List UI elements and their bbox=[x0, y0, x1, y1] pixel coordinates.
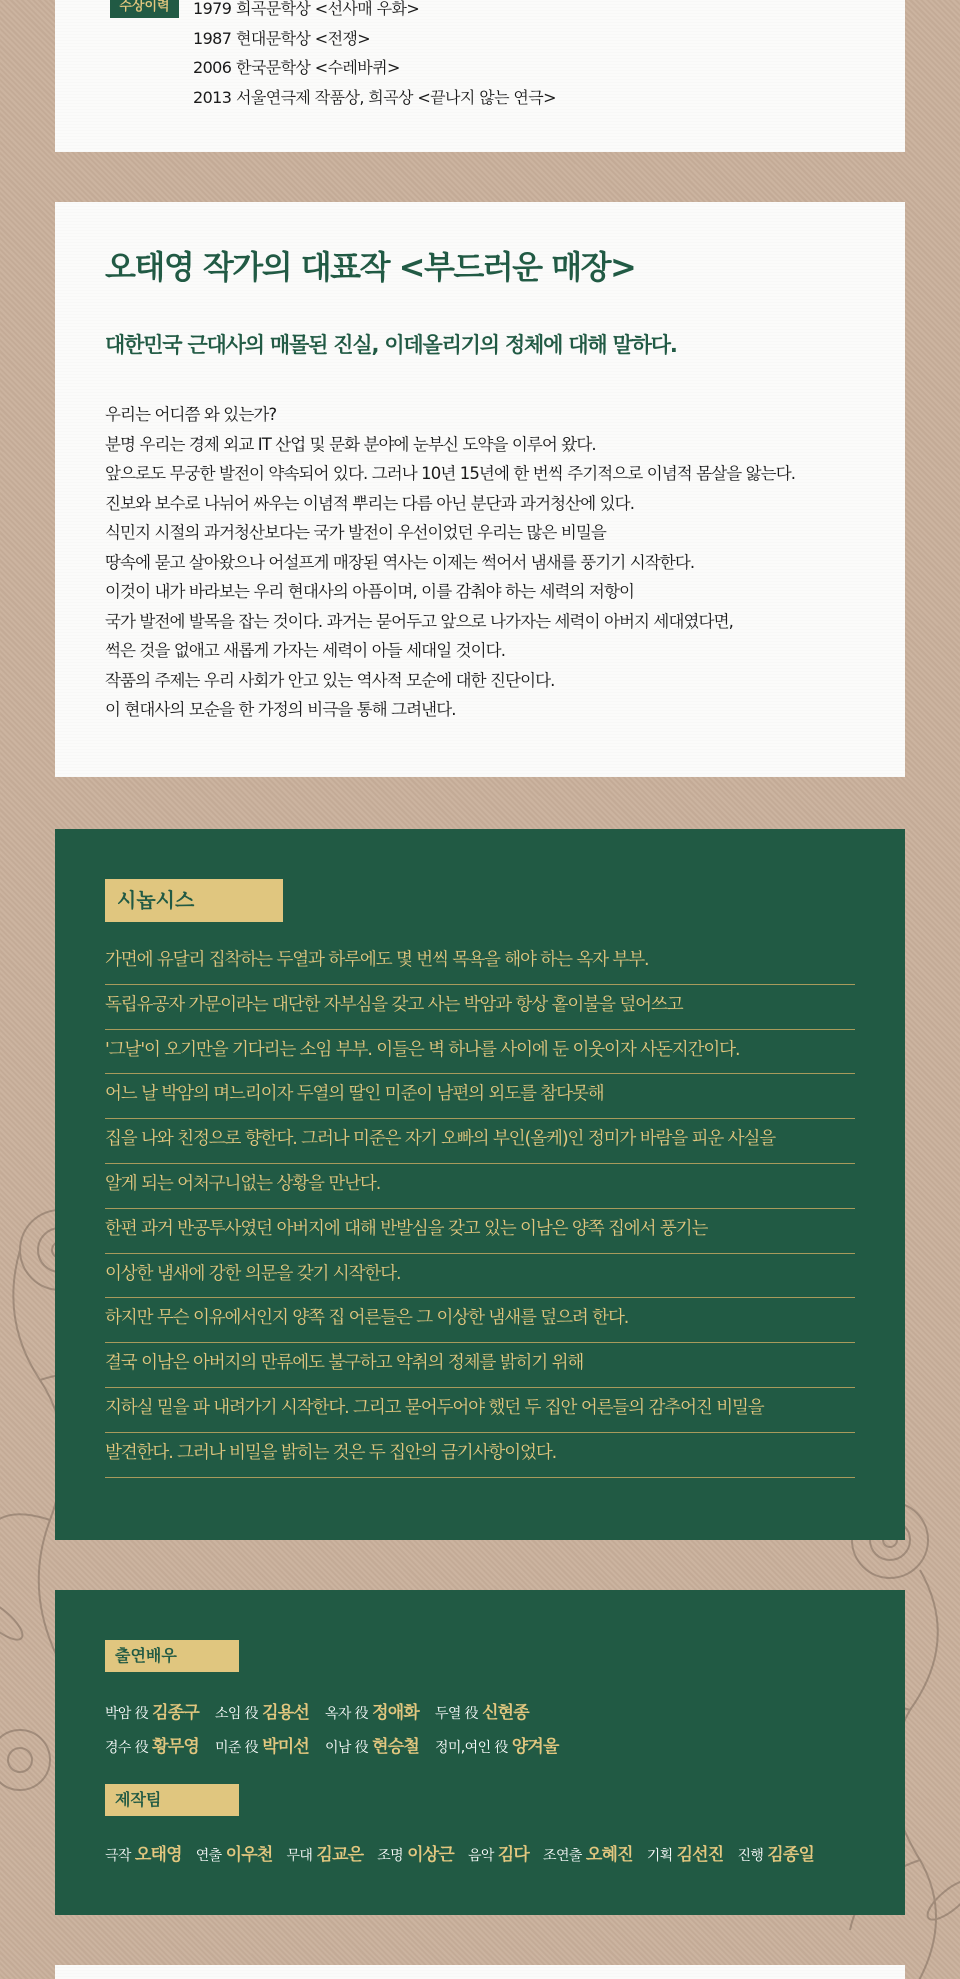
award-text: 현대문학상 <전쟁> bbox=[236, 28, 371, 48]
staff-credit bbox=[737, 1840, 814, 1865]
award-item bbox=[193, 0, 556, 24]
staff-credit bbox=[196, 1840, 273, 1865]
staff-role: 극작 bbox=[105, 1848, 131, 1864]
cast-role: 정미,여인 役 bbox=[434, 1740, 508, 1756]
cast-name: 박미선 bbox=[262, 1737, 309, 1757]
awards-badge: 수상이력 bbox=[110, 0, 179, 18]
cast-row bbox=[105, 1732, 575, 1757]
work-title: 오태영 작가의 대표작 <부드러운 매장> bbox=[105, 248, 636, 286]
staff-name: 김다 bbox=[497, 1845, 530, 1865]
synopsis-line: 알게 되는 어처구니없는 상황을 만난다. bbox=[105, 1164, 855, 1209]
staff-credit bbox=[377, 1840, 454, 1865]
cast-name: 정애화 bbox=[372, 1703, 419, 1723]
staff-name: 이우천 bbox=[225, 1845, 273, 1865]
cast-name: 김용선 bbox=[262, 1703, 309, 1723]
cast-name: 신현종 bbox=[482, 1703, 529, 1723]
synopsis-line: '그날'이 오기만을 기다리는 소임 부부. 이들은 벽 하나를 사이에 둔 이웃이자 사돈지간이다. bbox=[105, 1030, 855, 1075]
staff-name: 김교은 bbox=[316, 1845, 364, 1865]
cast-label: 출연배우 bbox=[105, 1640, 239, 1672]
award-text: 희곡문학상 <선사매 우화> bbox=[236, 0, 420, 18]
award-item bbox=[193, 53, 556, 83]
synopsis-panel bbox=[55, 829, 905, 1540]
award-item bbox=[193, 24, 556, 54]
work-line: 진보와 보수로 나뉘어 싸우는 이념적 뿌리는 다름 아닌 분단과 과거청산에 있다. bbox=[105, 493, 635, 513]
synopsis-line: 결국 이남은 아버지의 만류에도 불구하고 악취의 정체를 밝히기 위해 bbox=[105, 1343, 855, 1388]
work-line: 작품의 주제는 우리 사회가 안고 있는 역사적 모순에 대한 진단이다. bbox=[105, 670, 555, 690]
cast-name: 황무영 bbox=[152, 1737, 199, 1757]
staff-credit bbox=[105, 1840, 182, 1865]
staff-credit bbox=[286, 1840, 363, 1865]
work-line: 앞으로도 무궁한 발전이 약속되어 있다. 그러나 10년 15년에 한 번씩 주기적으로 이념적 몸살을 앓는다. bbox=[105, 464, 796, 483]
award-year: 1979 bbox=[193, 0, 232, 18]
cast-role: 두열 役 bbox=[434, 1706, 479, 1722]
staff-credit bbox=[647, 1840, 724, 1865]
synopsis-line: 집을 나와 친정으로 향한다. 그러나 미준은 자기 오빠의 부인(올케)인 정미가 바람을 피운 사실을 bbox=[105, 1119, 855, 1164]
staff-role: 무대 bbox=[286, 1848, 313, 1864]
staff-name: 김종일 bbox=[767, 1845, 815, 1865]
staff-name: 김선진 bbox=[676, 1845, 724, 1865]
award-text: 서울연극제 작품상, 희곡상 <끝나지 않는 연극> bbox=[236, 87, 556, 107]
synopsis-line: 발견한다. 그러나 비밀을 밝히는 것은 두 집안의 금기사항이었다. bbox=[105, 1433, 855, 1478]
work-line: 땅속에 묻고 살아왔으나 어설프게 매장된 역사는 이제는 썩어서 냄새를 풍기기 시작한다. bbox=[105, 552, 695, 572]
awards-panel bbox=[55, 0, 905, 152]
synopsis-line: 이상한 냄새에 강한 의문을 갖기 시작한다. bbox=[105, 1254, 855, 1299]
cast-name: 김종구 bbox=[152, 1703, 199, 1723]
cast-credit bbox=[325, 1698, 419, 1723]
work-subtitle: 대한민국 근대사의 매몰된 진실, 이데올리기의 정체에 대해 말하다. bbox=[105, 333, 677, 357]
synopsis-line: 독립유공자 가문이라는 대단한 자부심을 갖고 사는 박암과 항상 홑이불을 덮어쓰고 bbox=[105, 985, 855, 1030]
work-line: 우리는 어디쯤 와 있는가? bbox=[105, 405, 277, 424]
synopsis-label: 시놉시스 bbox=[105, 879, 283, 922]
cast-role: 경수 役 bbox=[105, 1740, 149, 1756]
staff-name: 이상근 bbox=[407, 1845, 454, 1865]
award-text: 한국문학상 <수레바퀴> bbox=[236, 58, 400, 77]
synopsis-line: 한편 과거 반공투사였던 아버지에 대해 반발심을 갖고 있는 이남은 양쪽 집에서 풍기는 bbox=[105, 1209, 855, 1254]
staff-role: 음악 bbox=[467, 1848, 494, 1864]
synopsis-list bbox=[105, 940, 855, 1478]
staff-role: 진행 bbox=[737, 1848, 764, 1864]
award-year: 2013 bbox=[193, 87, 232, 107]
synopsis-line: 어느 날 박암의 며느리이자 두열의 딸인 미준이 남편의 외도를 참다못해 bbox=[105, 1074, 855, 1119]
cast-role: 박암 役 bbox=[105, 1706, 149, 1722]
work-line: 이것이 내가 바라보는 우리 현대사의 아픔이며, 이를 감춰야 하는 세력의 저항이 bbox=[105, 582, 635, 601]
cast-row bbox=[105, 1698, 545, 1723]
synopsis-line: 하지만 무슨 이유에서인지 양쪽 집 어른들은 그 이상한 냄새를 덮으려 한다. bbox=[105, 1298, 855, 1343]
cast-role: 이남 役 bbox=[324, 1740, 369, 1756]
awards-list bbox=[193, 0, 556, 112]
representative-work-panel bbox=[55, 202, 905, 777]
staff-role: 조명 bbox=[377, 1848, 404, 1864]
staff-role: 조연출 bbox=[543, 1848, 582, 1864]
synopsis-line: 지하실 밑을 파 내려가기 시작한다. 그리고 묻어두어야 했던 두 집안 어른들의 감추어진 비밀을 bbox=[105, 1388, 855, 1433]
award-item bbox=[193, 83, 556, 113]
synopsis-line: 가면에 유달리 집착하는 두열과 하루에도 몇 번씩 목욕을 해야 하는 옥자 부부. bbox=[105, 940, 855, 985]
cast-name: 양겨울 bbox=[511, 1737, 559, 1757]
cast-credit bbox=[435, 1698, 529, 1723]
work-description bbox=[105, 400, 795, 725]
work-line: 식민지 시절의 과거청산보다는 국가 발전이 우선이었던 우리는 많은 비밀을 bbox=[105, 523, 606, 542]
staff-role: 기획 bbox=[646, 1848, 673, 1864]
cast-credit bbox=[105, 1698, 199, 1723]
staff-credit bbox=[543, 1840, 633, 1865]
work-line: 분명 우리는 경제 외교 IT 산업 및 문화 분야에 눈부신 도약을 이루어 왔다. bbox=[105, 434, 596, 454]
cast-credit bbox=[215, 1698, 309, 1723]
staff-label: 제작팀 bbox=[105, 1784, 239, 1816]
cast-role: 소임 役 bbox=[214, 1706, 259, 1722]
work-line: 이 현대사의 모순을 한 가정의 비극을 통해 그려낸다. bbox=[105, 700, 456, 719]
cast-credit bbox=[325, 1732, 419, 1757]
work-line: 썩은 것을 없애고 새롭게 가자는 세력이 아들 세대일 것이다. bbox=[105, 641, 506, 660]
staff-name: 오혜진 bbox=[585, 1845, 633, 1865]
cast-credit bbox=[105, 1732, 199, 1757]
cast-name: 현승철 bbox=[372, 1737, 419, 1757]
cast-role: 옥자 役 bbox=[324, 1706, 369, 1722]
cast-credit bbox=[435, 1732, 559, 1757]
work-line: 국가 발전에 발목을 잡는 것이다. 과거는 묻어두고 앞으로 나가자는 세력이 아버지 세대였다면, bbox=[105, 611, 733, 631]
cast-role: 미준 役 bbox=[214, 1740, 259, 1756]
staff-name: 오태영 bbox=[134, 1845, 182, 1865]
staff-credit bbox=[468, 1840, 529, 1865]
award-year: 1987 bbox=[193, 28, 232, 48]
credits-panel bbox=[55, 1590, 905, 1915]
award-year: 2006 bbox=[193, 58, 232, 77]
next-panel bbox=[55, 1965, 905, 1979]
cast-credit bbox=[215, 1732, 309, 1757]
staff-role: 연출 bbox=[195, 1848, 222, 1864]
staff-row bbox=[105, 1840, 828, 1865]
